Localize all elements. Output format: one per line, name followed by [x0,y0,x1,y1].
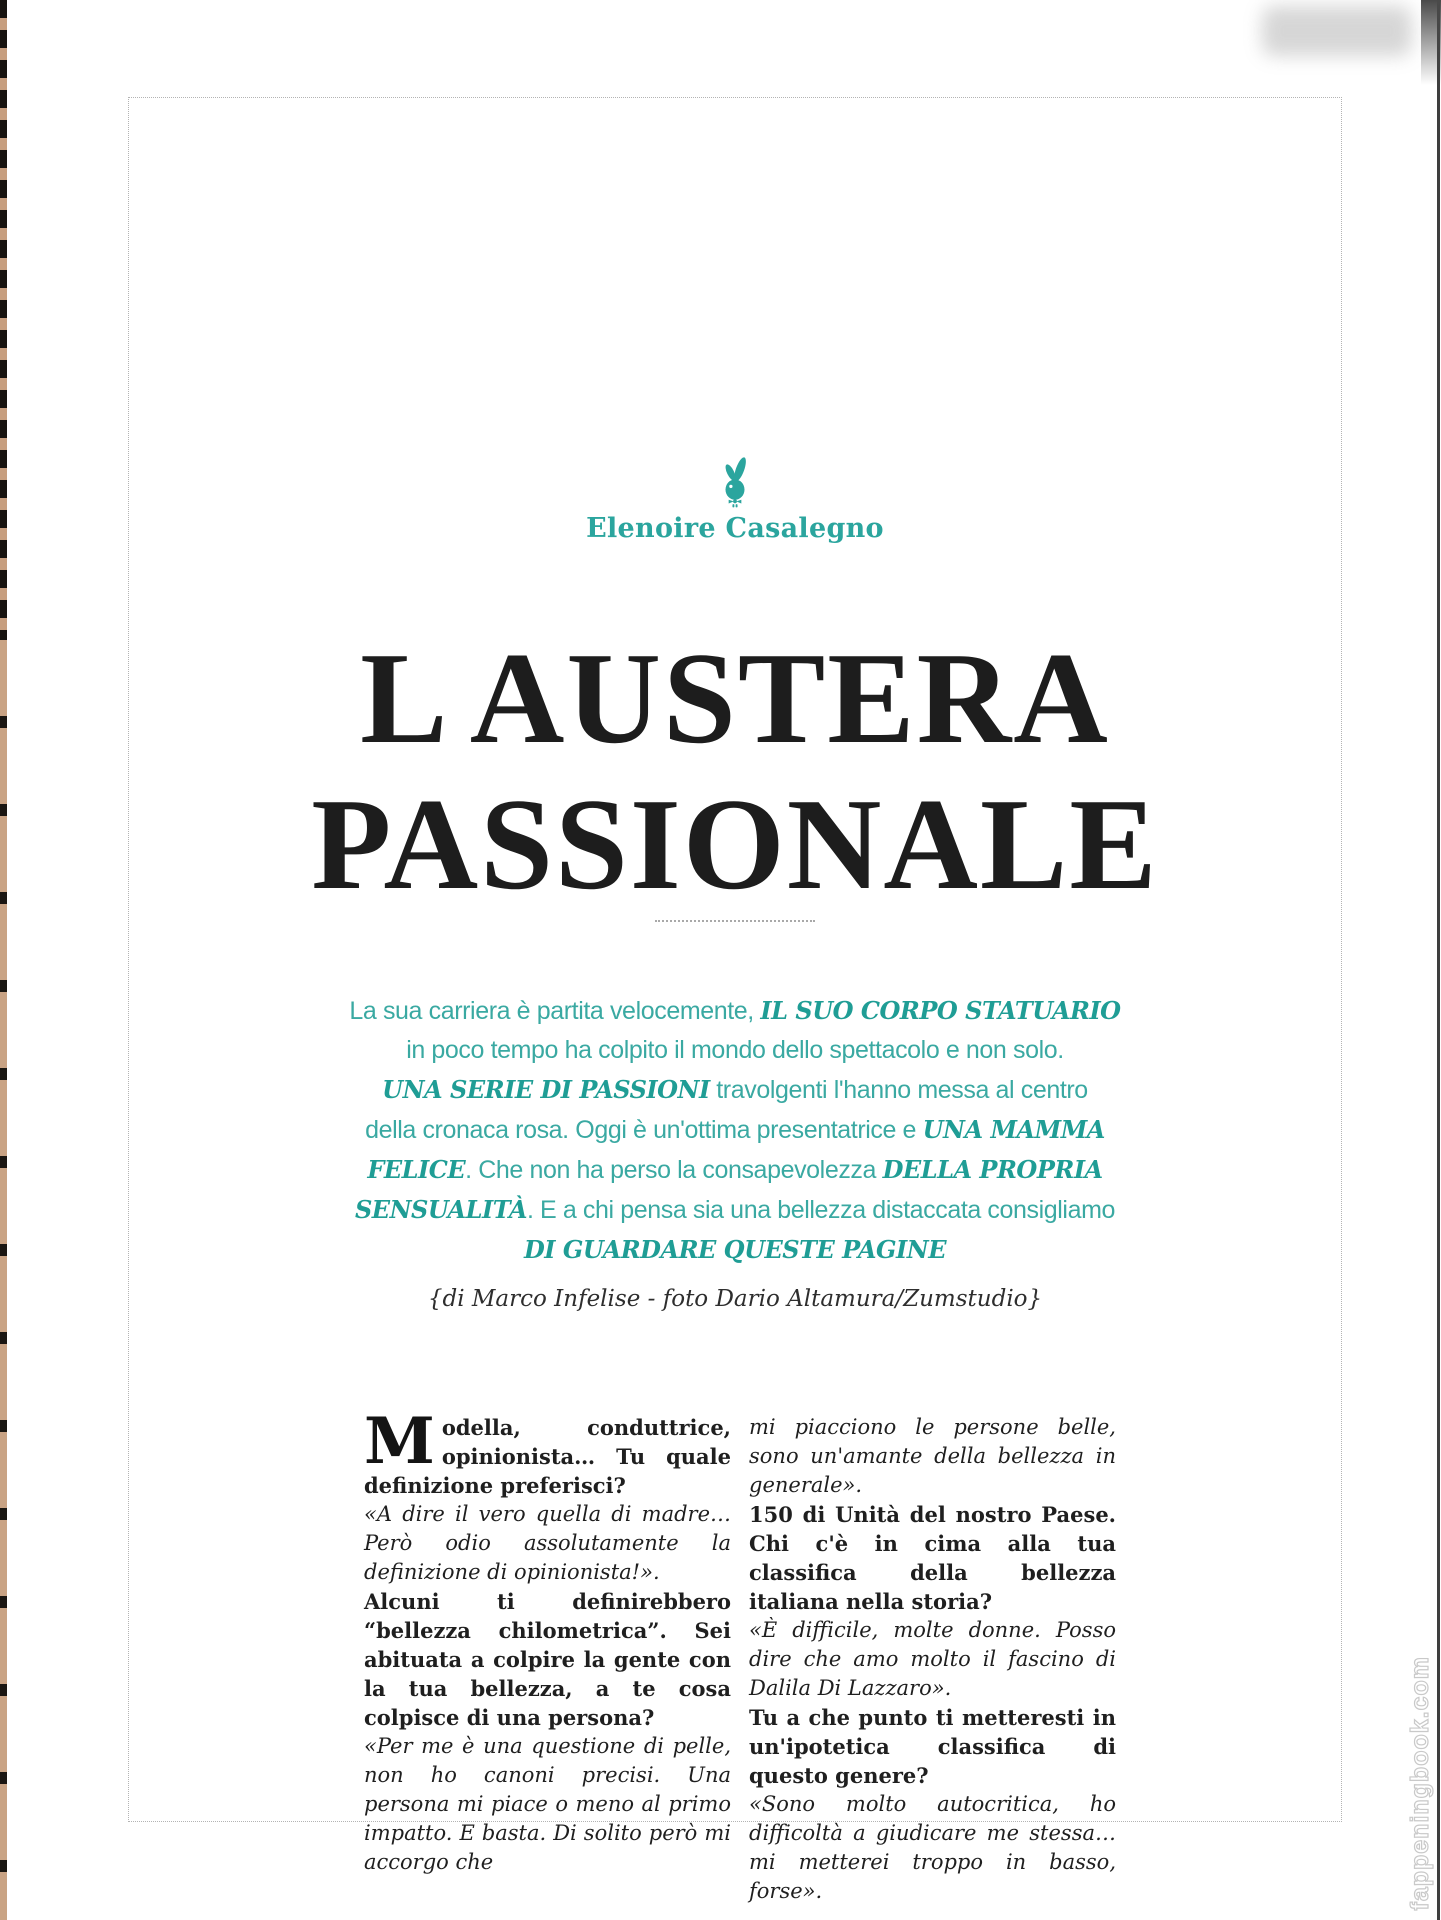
magazine-page [128,97,1342,1903]
intro-emphasis: UNA MAMMA [922,1115,1105,1144]
intro-line [245,1031,1225,1070]
article-paragraph-question: Modella, conduttrice, opinionista… Tu quale definizione preferisci? [364,1404,731,1498]
intro-line [245,1230,1225,1270]
intro-text: in poco tempo ha colpito il mondo dello spettacolo e non solo. [406,1036,1064,1064]
intro-emphasis: UNA SERIE DI PASSIONI [382,1075,710,1104]
film-strip-sparse-segment [0,640,7,1920]
intro-text: . E a chi pensa sia una bellezza distaccata consigliamo [526,1196,1116,1224]
article-title [129,626,1341,918]
drop-cap: M [364,1404,435,1479]
brand-logo [129,453,1341,516]
article-paragraph-answer: «Per me è una questione di pelle, non ho canoni precisi. Una persona mi piace o meno al primo impatto. E basta. Di solito però mi accorgo che [364,1734,731,1874]
article-paragraph-answer: mi piacciono le persone belle, sono un'amante della bellezza in generale». [749,1415,1116,1497]
page-edge-line [1437,0,1440,1920]
intro-line [245,1070,1225,1110]
film-strip-edge [0,0,7,1920]
intro-text: La sua carriera è partita velocemente, [349,997,761,1025]
intro-line [245,1190,1225,1230]
title-divider-dotted [655,920,815,922]
article-paragraph-answer: «Sono molto autocritica, ho difficoltà a giudicare me stessa… mi metterei troppo in basso, forse». [749,1792,1116,1903]
article-title-line1: L AUSTERA [360,626,1110,771]
article-paragraph-answer: «A dire il vero quella di madre… Però odio assolutamente la definizione di opinionista!». [364,1502,731,1584]
intro-emphasis: IL SUO CORPO STATUARIO [760,996,1121,1025]
byline: {di Marco Infelise - foto Dario Altamura/Zumstudio} [427,1286,1043,1312]
intro-line [245,1110,1225,1150]
intro-line [245,991,1225,1031]
intro-paragraph [245,991,1225,1270]
subject-name: Elenoire Casalegno [586,513,884,544]
intro-text: . Che non ha perso la consapevolezza [465,1156,883,1184]
intro-emphasis: DELLA PROPRIA [882,1155,1103,1184]
article-paragraph-question: Alcuni ti definirebbero “bellezza chilometrica”. Sei abituata a colpire la gente con la tua bellezza, a te cosa colpisce di una persona? [364,1589,731,1730]
intro-emphasis: DI GUARDARE QUESTE PAGINE [523,1235,947,1264]
film-strip-dense-segment [0,0,7,640]
article-paragraph-question: 150 di Unità del nostro Paese. Chi c'è in cima alla tua classifica della bellezza italiana nella storia? [749,1502,1116,1614]
article-paragraph-answer: «È difficile, molte donne. Posso dire che amo molto il fascino di Dalila Di Lazzaro». [749,1618,1116,1700]
article-title-line2: PASSIONALE [311,772,1159,917]
article-body [364,1404,1116,1906]
article-column-left [364,1404,731,1906]
blurred-stamp [1262,6,1412,56]
site-watermark: fappeningbook.com [1406,1655,1434,1910]
intro-text: della cronaca rosa. Oggi è un'ottima presentatrice e [365,1116,923,1144]
article-column-right [749,1413,1116,1906]
intro-text: travolgenti l'hanno messa al centro [709,1076,1088,1104]
corner-shadow [1421,0,1441,85]
playboy-bunny-icon [716,453,754,511]
intro-emphasis: SENSUALITÀ [354,1195,527,1224]
intro-line [245,1150,1225,1190]
intro-emphasis: FELICE [367,1155,466,1184]
article-paragraph-question: Tu a che punto ti metteresti in un'ipotetica classifica di questo genere? [749,1705,1116,1788]
